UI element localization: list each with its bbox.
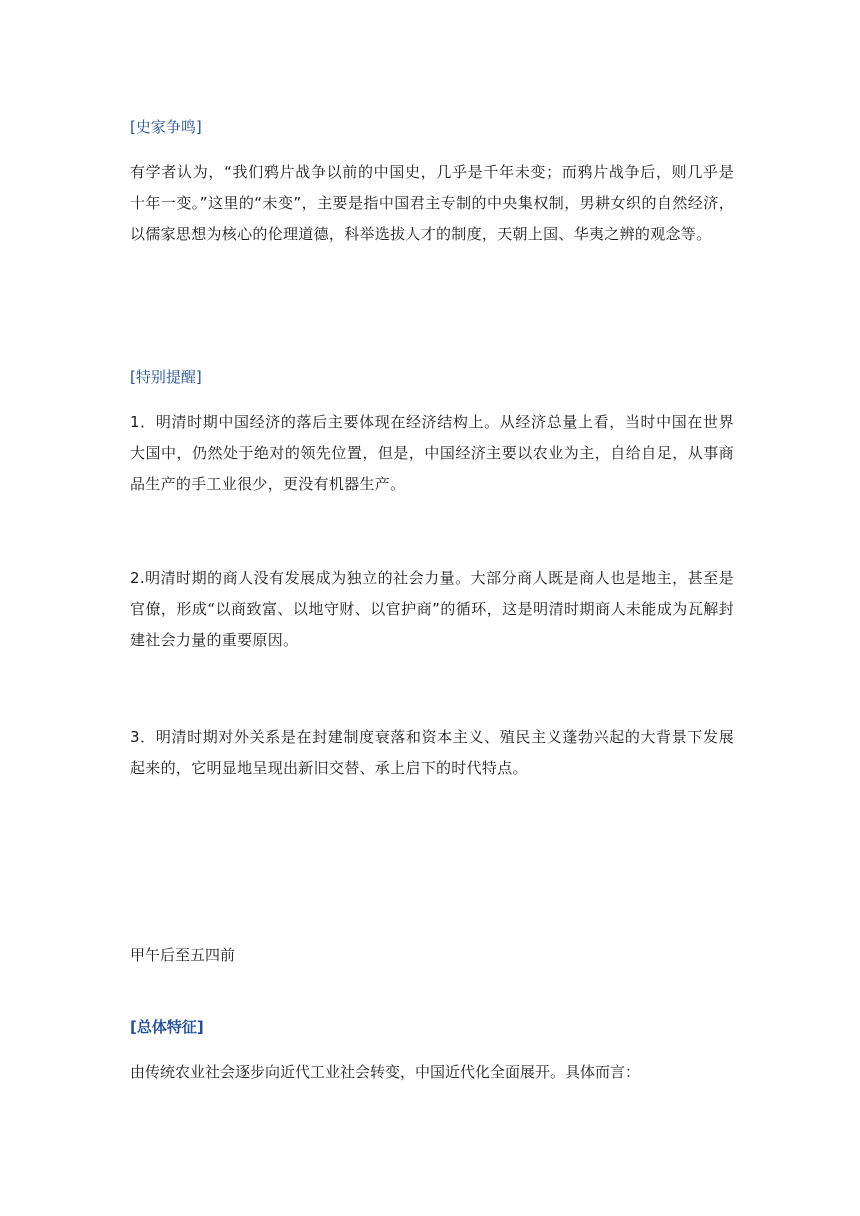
- reminder-item-1: 1．明清时期中国经济的落后主要体现在经济结构上。从经济总量上看，当时中国在世界大国中，仍然处于绝对的领先位置，但是，中国经济主要以农业为主，自给自足，从事商品生产的手工业很少，更没有机器生产。: [130, 413, 734, 494]
- reminder-item-3: 3．明清时期对外关系是在封建制度衰落和资本主义、殖民主义蓬勃兴起的大背景下发展起来的，它明显地呈现出新旧交替、承上启下的时代特点。: [130, 728, 734, 778]
- reminder-item-2: 2.明清时期的商人没有发展成为独立的社会力量。大部分商人既是商人也是地主，甚至是官僚，形成“以商致富、以地守财、以官护商”的循环，这是明清时期商人未能成为瓦解封建社会力量的重要原因。: [130, 569, 734, 650]
- debate-heading: [史家争鸣]: [130, 118, 202, 136]
- debate-paragraph: 有学者认为，“我们鸦片战争以前的中国史，几乎是千年未变；而鸦片战争后，则几乎是十年一变。”这里的“未变”，主要是指中国君主专制的中央集权制，男耕女织的自然经济，以儒家思想为核心的伦理道德，科举选拔人才的制度，天朝上国、华夷之辨的观念等。: [130, 163, 734, 244]
- period-title: 甲午后至五四前: [130, 946, 236, 964]
- characteristics-paragraph: 由传统农业社会逐步向近代工业社会转变，中国近代化全面展开。具体而言：: [130, 1063, 641, 1081]
- reminder-heading: [特别提醒]: [130, 368, 202, 386]
- characteristics-heading: [总体特征]: [130, 1018, 204, 1036]
